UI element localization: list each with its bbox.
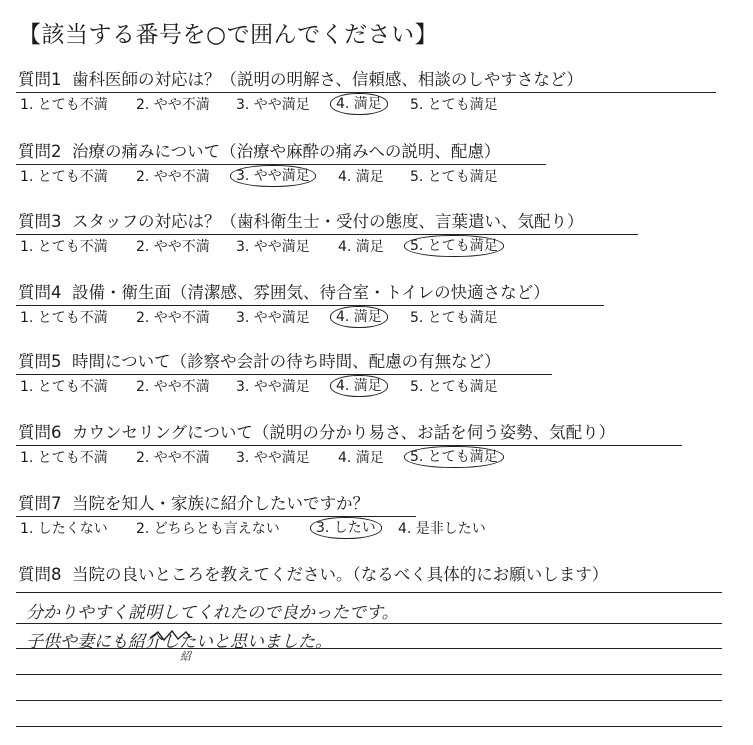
question-label: 質問1 — [18, 70, 62, 89]
question-label: 質問8 — [18, 565, 62, 584]
option-1[interactable]: 1. とても不満 — [20, 169, 108, 185]
question-label: 質問3 — [18, 212, 62, 231]
question-text — [16, 351, 716, 373]
option-2[interactable]: 2. やや不満 — [136, 310, 210, 326]
question-7 — [16, 493, 716, 541]
option-1[interactable]: 1. とても不満 — [20, 379, 108, 395]
question-4 — [16, 282, 716, 330]
question-label: 質問4 — [18, 283, 62, 302]
option-1[interactable]: 1. とても不満 — [20, 450, 108, 466]
answer-options — [16, 167, 716, 189]
option-2[interactable]: 2. どちらとも言えない — [136, 521, 280, 537]
option-4-circled[interactable]: 4. 満足 — [330, 306, 388, 328]
answer-options — [16, 308, 716, 330]
option-5[interactable]: 5. とても満足 — [410, 310, 498, 326]
option-4[interactable]: 4. 是非したい — [398, 521, 486, 537]
writing-line — [16, 592, 722, 593]
question-underline — [16, 445, 682, 446]
question-label: 質問2 — [18, 142, 62, 161]
question-text — [16, 564, 716, 586]
question-8 — [16, 564, 716, 586]
question-1 — [16, 69, 716, 117]
question-label: 質問6 — [18, 423, 62, 442]
handwritten-answer-line-2: 子供や妻にも紹介したいと思いました。 — [26, 632, 332, 652]
option-2[interactable]: 2. やや不満 — [136, 239, 210, 255]
option-3[interactable]: 3. やや満足 — [236, 97, 310, 113]
option-1[interactable]: 1. とても不満 — [20, 97, 108, 113]
question-text — [16, 69, 716, 91]
writing-line — [16, 726, 722, 727]
option-4[interactable]: 4. 満足 — [338, 169, 384, 185]
option-5-circled[interactable]: 5. とても満足 — [404, 446, 504, 468]
option-5[interactable]: 5. とても満足 — [410, 169, 498, 185]
question-3 — [16, 211, 716, 259]
question-text — [16, 211, 716, 233]
question-body: 設備・衛生面（清潔感、雰囲気、待合室・トイレの快適さなど） — [72, 283, 550, 302]
option-3[interactable]: 3. やや満足 — [236, 379, 310, 395]
question-underline — [16, 234, 638, 235]
answer-options — [16, 237, 716, 259]
option-2[interactable]: 2. やや不満 — [136, 379, 210, 395]
answer-options — [16, 377, 716, 399]
form-title: 【該当する番号を○で囲んでください】 — [18, 22, 439, 48]
option-4[interactable]: 4. 満足 — [338, 450, 384, 466]
question-body: 当院の良いところを教えてください。（なるべく具体的にお願いします） — [72, 565, 609, 584]
option-1[interactable]: 1. したくない — [20, 521, 108, 537]
option-3[interactable]: 3. やや満足 — [236, 239, 310, 255]
writing-line — [16, 623, 722, 624]
question-6 — [16, 422, 716, 470]
question-text — [16, 282, 716, 304]
option-2[interactable]: 2. やや不満 — [136, 97, 210, 113]
handwritten-correction: 紹 — [180, 650, 191, 663]
question-label: 質問7 — [18, 494, 62, 513]
question-body: 歯科医師の対応は？（説明の明解さ、信頼感、相談のしやすさなど） — [72, 70, 583, 89]
question-body: 当院を知人・家族に紹介したいですか？ — [72, 494, 369, 513]
answer-options — [16, 95, 716, 117]
writing-line — [16, 674, 722, 675]
answer-options — [16, 448, 716, 470]
question-body: 時間について（診察や会計の待ち時間、配慮の有無など） — [72, 352, 501, 371]
question-label: 質問5 — [18, 352, 62, 371]
question-2 — [16, 141, 716, 189]
option-4[interactable]: 4. 満足 — [338, 239, 384, 255]
option-5[interactable]: 5. とても満足 — [410, 379, 498, 395]
answer-options — [16, 519, 716, 541]
option-3[interactable]: 3. やや満足 — [236, 450, 310, 466]
strike-scribble — [148, 626, 192, 648]
option-3[interactable]: 3. やや満足 — [236, 310, 310, 326]
option-2[interactable]: 2. やや不満 — [136, 169, 210, 185]
option-2[interactable]: 2. やや不満 — [136, 450, 210, 466]
option-3-circled[interactable]: 3. したい — [310, 517, 382, 539]
writing-line — [16, 700, 722, 701]
question-body: スタッフの対応は？（歯科衛生士・受付の態度、言葉遣い、気配り） — [72, 212, 584, 231]
question-underline — [16, 305, 604, 306]
question-text — [16, 493, 716, 515]
question-text — [16, 422, 716, 444]
question-body: カウンセリングについて（説明の分かり易さ、お話を伺う姿勢、気配り） — [72, 423, 616, 442]
question-5 — [16, 351, 716, 399]
handwritten-answer-line-1: 分かりやすく説明してくれたので良かったです。 — [26, 603, 399, 623]
option-1[interactable]: 1. とても不満 — [20, 310, 108, 326]
option-5[interactable]: 5. とても満足 — [410, 97, 498, 113]
option-4-circled[interactable]: 4. 満足 — [330, 93, 388, 115]
option-5-circled[interactable]: 5. とても満足 — [404, 235, 504, 257]
option-3-circled[interactable]: 3. やや満足 — [230, 165, 316, 187]
question-text — [16, 141, 716, 163]
option-4-circled[interactable]: 4. 満足 — [330, 375, 388, 397]
question-body: 治療の痛みについて（治療や麻酔の痛みへの説明、配慮） — [72, 142, 501, 161]
question-underline — [16, 374, 552, 375]
option-1[interactable]: 1. とても不満 — [20, 239, 108, 255]
